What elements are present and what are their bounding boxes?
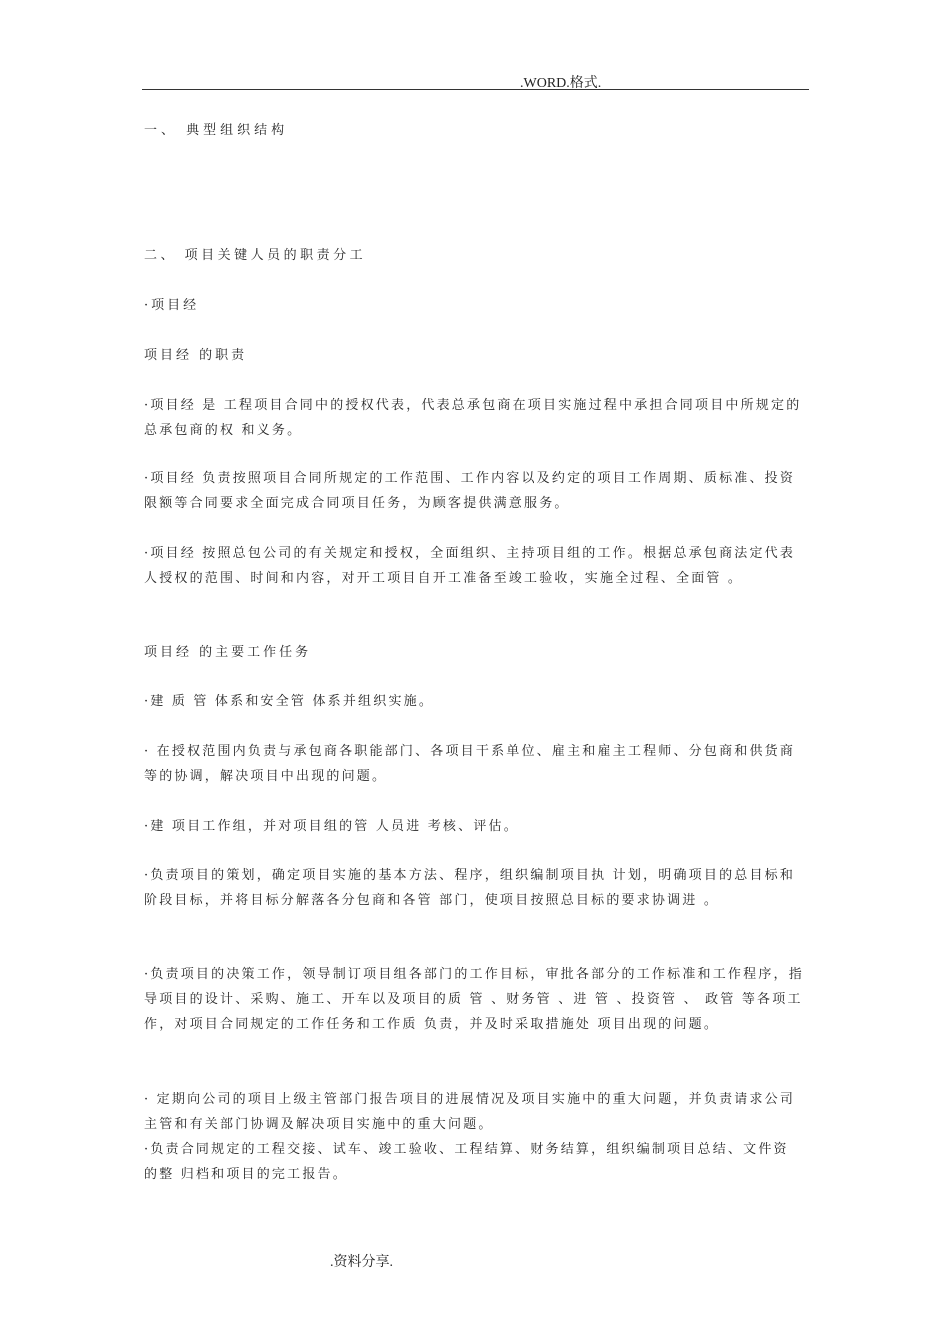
duty-paragraph-1: ·项目经 是 工程项目合同中的授权代表，代表总承包商在项目实施过程中承担合同项目中所规定的总承包商的权 和义务。 (144, 398, 802, 438)
section-heading-2: 二、 项目关键人员的职责分工 (144, 248, 367, 263)
pm-title: ·项目经 (144, 298, 200, 313)
duty-paragraph-3: ·项目经 按照总包公司的有关规定和授权，全面组织、主持项目组的工作。根据总承包商法定代表人授权的范围、时间和内容，对开工项目自开工准备至竣工验收，实施全过程、全面管 。 (144, 546, 796, 586)
task-paragraph-3: ·建 项目工作组，并对项目组的管 人员进 考核、评估。 (144, 819, 519, 834)
pm-task-heading: 项目经 的主要工作任务 (144, 645, 312, 660)
footer-text: .资料分享. (330, 1255, 393, 1270)
task-paragraph-2: · 在授权范围内负责与承包商各职能部门、各项目干系单位、雇主和雇主工程师、分包商和供货商等的协调，解决项目中出现的问题。 (144, 744, 796, 784)
task-paragraph-5: ·负责项目的决策工作，领导制订项目组各部门的工作目标，审批各部分的工作标准和工作程序，指导项目的设计、采购、施工、开车以及项目的质 管 、财务管 、进 管 、投资管 、 政管 等各项工作，对项目合同规定的工作任务和工作质 负责，并及时采取措施处 项目出现的问题。 (144, 967, 804, 1032)
header-text: .WORD.格式. (520, 76, 602, 91)
duty-paragraph-2: ·项目经 负责按照项目合同所规定的工作范围、工作内容以及约定的项目工作周期、质标准、投资限额等合同要求全面完成合同项目任务，为顾客提供满意服务。 (144, 471, 796, 511)
task-paragraph-1: ·建 质 管 体系和安全管 体系并组织实施。 (144, 694, 435, 709)
pm-duty-heading: 项目经 的职责 (144, 348, 248, 363)
section-heading-1: 一、 典型组织结构 (144, 123, 289, 138)
task-paragraph-6: · 定期向公司的项目上级主管部门报告项目的进展情况及项目实施中的重大问题，并负责请求公司主管和有关部门协调及解决项目实施中的重大问题。 (144, 1092, 796, 1132)
header-rule (142, 89, 809, 90)
task-paragraph-4: ·负责项目的策划，确定项目实施的基本方法、程序，组织编制项目执 计划，明确项目的总目标和阶段目标，并将目标分解落各分包商和各管 部门，使项目按照总目标的要求协调进 。 (144, 868, 796, 908)
task-paragraph-7: ·负责合同规定的工程交接、试车、竣工验收、工程结算、财务结算，组织编制项目总结、文件资 的整 归档和项目的完工报告。 (144, 1142, 789, 1182)
